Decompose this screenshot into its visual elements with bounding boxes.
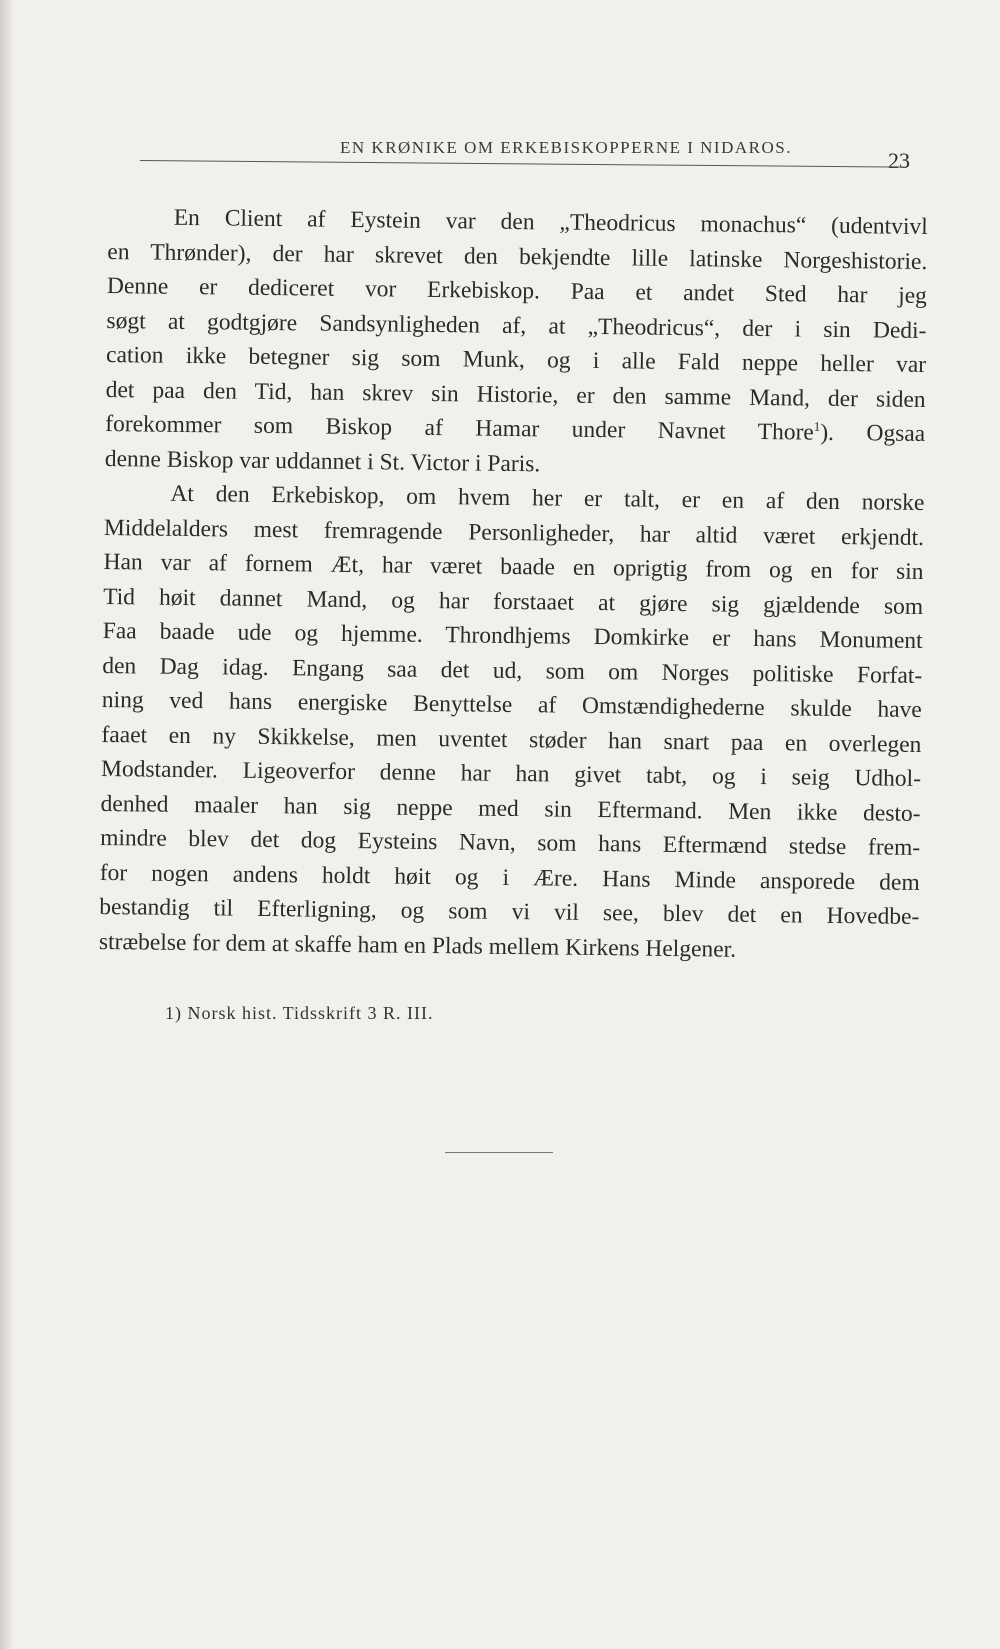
header-rule [140,160,905,168]
text-line: ning ved hans energiske Benyttelse af Omstændighederne skulde have [101,686,922,723]
text-line: søgt at godtgjøre Sandsynligheden af, at „Theodricus“, der i sin Dedi- [106,307,927,344]
text-line: en Thrønder), der har skrevet den bekjendte lille latinske Norgeshistorie. [107,238,928,275]
text-line: for nogen andens holdt høit og i Ære. Hans Minde ansporede dem [99,859,920,896]
text-line: Han var af fornem Æt, har været baade en oprigtig from og en for sin [103,548,924,585]
footnote-text: Norsk hist. Tidsskrift 3 R. III. [187,1003,434,1023]
text-line-part: ). Ogsaa [820,419,926,448]
text-line: det paa den Tid, han skrev sin Historie, er den samme Mand, der siden [105,376,926,413]
paragraph-1 [105,200,928,486]
text-line: Middelalders mest fremragende Personligheder, har altid været erkjendt. [103,514,925,551]
text-line: Tid høit dannet Mand, og har forstaaet at gjøre sig gjældende som [102,583,924,620]
text-line: Faa baade ude og hjemme. Throndhjems Domkirke er hans Monument [102,617,923,654]
text-line-part: forekommer som Biskop af Hamar under Navnet Thore [105,410,814,446]
paragraph-2 [99,476,925,969]
text-line: En Client af Eystein var den „Theodricus monachus“ (udentvivl [173,204,928,241]
running-head: EN KRØNIKE OM ERKEBISKOPPERNE I NIDAROS. [340,138,792,157]
footnote-marker: 1) [165,1003,182,1023]
text-line: mindre blev det dog Eysteins Navn, som hans Eftermænd stedse frem- [100,824,921,861]
body-text [99,200,928,969]
footnote [165,1003,434,1024]
text-line: denne Biskop var uddannet i St. Victor i Paris. [104,445,541,477]
end-rule [445,1152,553,1153]
page-header [140,132,910,182]
text-line: stræbelse for dem at skaffe ham en Plads mellem Kirkens Helgener. [98,928,737,963]
text-line: bestandig til Efterligning, og som vi vil see, blev det en Hovedbe- [99,893,920,930]
page-number: 23 [888,148,910,173]
text-line: faaet en ny Skikkelse, men uventet støder han snart paa en overlegen [101,721,922,758]
page-edge-shadow [0,0,14,1649]
text-line: denhed maaler han sig neppe med sin Eftermand. Men ikke desto- [100,790,921,827]
text-line: Denne er dediceret vor Erkebiskop. Paa et andet Sted har jeg [106,272,928,310]
footnote-reference: 1 [813,418,821,434]
text-line: Modstander. Ligeoverfor denne har han givet tabt, og i seig Udhol- [100,755,922,792]
text-line: den Dag idag. Engang saa det ud, som om Norges politiske Forfat- [102,652,923,689]
text-line: cation ikke betegner sig som Munk, og i alle Fald neppe heller var [105,341,927,379]
text-line: At den Erkebiskop, om hvem her er talt, er en af den norske [170,480,925,516]
